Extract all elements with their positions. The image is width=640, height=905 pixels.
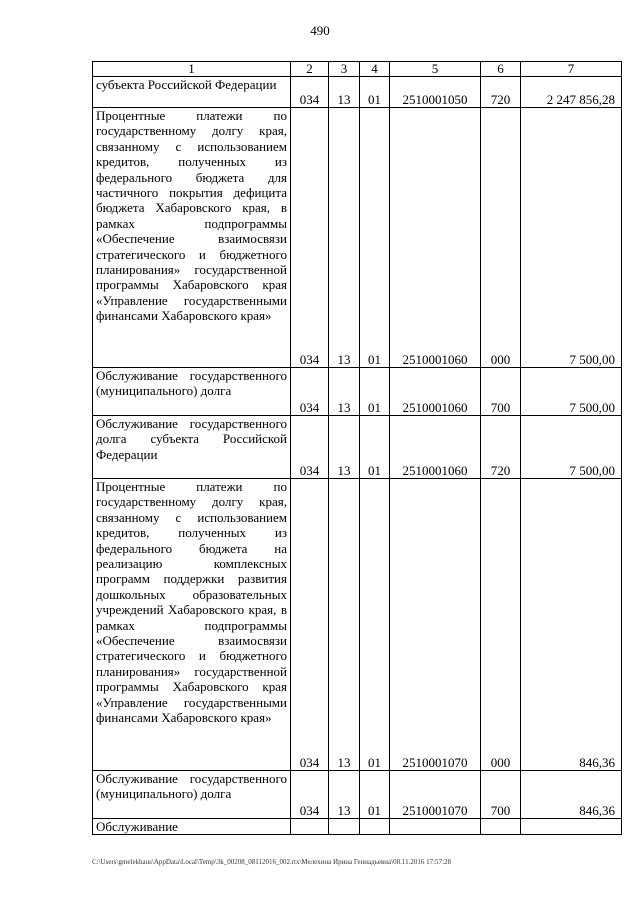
row-ved: 034 xyxy=(291,416,329,479)
row-csr: 2510001060 xyxy=(390,368,481,416)
row-csr: 2510001060 xyxy=(390,108,481,368)
column-header-7: 7 xyxy=(521,62,622,77)
column-header-5: 5 xyxy=(390,62,481,77)
row-name: Обслуживание государственного долга субъекта Российской Федерации xyxy=(93,416,291,479)
row-vr: 700 xyxy=(481,368,521,416)
row-name: Обслуживание государственного (муниципального) долга xyxy=(93,771,291,819)
row-rz: 13 xyxy=(329,771,360,819)
row-ved: 034 xyxy=(291,479,329,771)
table-row xyxy=(93,77,622,108)
row-vr: 720 xyxy=(481,416,521,479)
column-header-3: 3 xyxy=(329,62,360,77)
row-rz: 13 xyxy=(329,108,360,368)
row-sum: 846,36 xyxy=(521,479,622,771)
table-row xyxy=(93,819,622,835)
row-name: Процентные платежи по государственному долгу края, связанному с использованием кредитов, полученных из федерального бюджета для частичного покрытия дефицита бюджета Хабаровского края, в рамках подпрограммы «Обеспечение взаимосвязи стратегического и бюджетного планирования» государственной программы Хабаровского края «Управление государственными финансами Хабаровского края» xyxy=(93,108,291,368)
row-rz: 13 xyxy=(329,479,360,771)
table-row xyxy=(93,771,622,819)
column-header-1: 1 xyxy=(93,62,291,77)
row-pr xyxy=(360,819,390,835)
row-csr: 2510001070 xyxy=(390,479,481,771)
row-ved: 034 xyxy=(291,108,329,368)
row-rz xyxy=(329,819,360,835)
row-sum: 846,36 xyxy=(521,771,622,819)
row-rz: 13 xyxy=(329,368,360,416)
row-sum xyxy=(521,819,622,835)
column-header-4: 4 xyxy=(360,62,390,77)
row-csr: 2510001070 xyxy=(390,771,481,819)
row-rz: 13 xyxy=(329,416,360,479)
table-row xyxy=(93,368,622,416)
row-vr: 000 xyxy=(481,479,521,771)
page-number: 490 xyxy=(310,23,330,38)
row-vr: 000 xyxy=(481,108,521,368)
table-row xyxy=(93,416,622,479)
table-row xyxy=(93,108,622,368)
column-header-6: 6 xyxy=(481,62,521,77)
file-path-footer: C:\Users\gmelekhaus\AppData\Local\Temp\3k_00208_08112016_002.rtx\Мелехина Ирина Геннадьевна\08.11.2016 17:57:28 xyxy=(92,858,451,866)
row-ved: 034 xyxy=(291,368,329,416)
row-sum: 7 500,00 xyxy=(521,368,622,416)
row-name: Процентные платежи по государственному долгу края, связанному с использованием кредитов, полученных из федерального бюджета на реализацию комплексных программ поддержки развития дошкольных образовательных учреждений Хабаровского края, в рамках подпрограммы «Обеспечение взаимосвязи стратегического и бюджетного планирования» государственной программы Хабаровского края «Управление государственными финансами Хабаровского края» xyxy=(93,479,291,771)
row-ved xyxy=(291,819,329,835)
row-csr: 2510001060 xyxy=(390,416,481,479)
row-csr xyxy=(390,819,481,835)
row-ved: 034 xyxy=(291,77,329,108)
row-pr: 01 xyxy=(360,108,390,368)
row-vr xyxy=(481,819,521,835)
column-header-2: 2 xyxy=(291,62,329,77)
row-sum: 7 500,00 xyxy=(521,108,622,368)
row-name: субъекта Российской Федерации xyxy=(93,77,291,108)
row-name: Обслуживание государственного (муниципального) долга xyxy=(93,368,291,416)
row-name: Обслуживание xyxy=(93,819,291,835)
row-vr: 720 xyxy=(481,77,521,108)
row-csr: 2510001050 xyxy=(390,77,481,108)
column-numbers-row xyxy=(93,62,622,77)
table-row xyxy=(93,479,622,771)
row-pr: 01 xyxy=(360,368,390,416)
row-pr: 01 xyxy=(360,479,390,771)
row-sum: 7 500,00 xyxy=(521,416,622,479)
budget-table xyxy=(92,61,622,835)
row-pr: 01 xyxy=(360,771,390,819)
row-rz: 13 xyxy=(329,77,360,108)
row-pr: 01 xyxy=(360,77,390,108)
row-ved: 034 xyxy=(291,771,329,819)
row-sum: 2 247 856,28 xyxy=(521,77,622,108)
row-vr: 700 xyxy=(481,771,521,819)
row-pr: 01 xyxy=(360,416,390,479)
